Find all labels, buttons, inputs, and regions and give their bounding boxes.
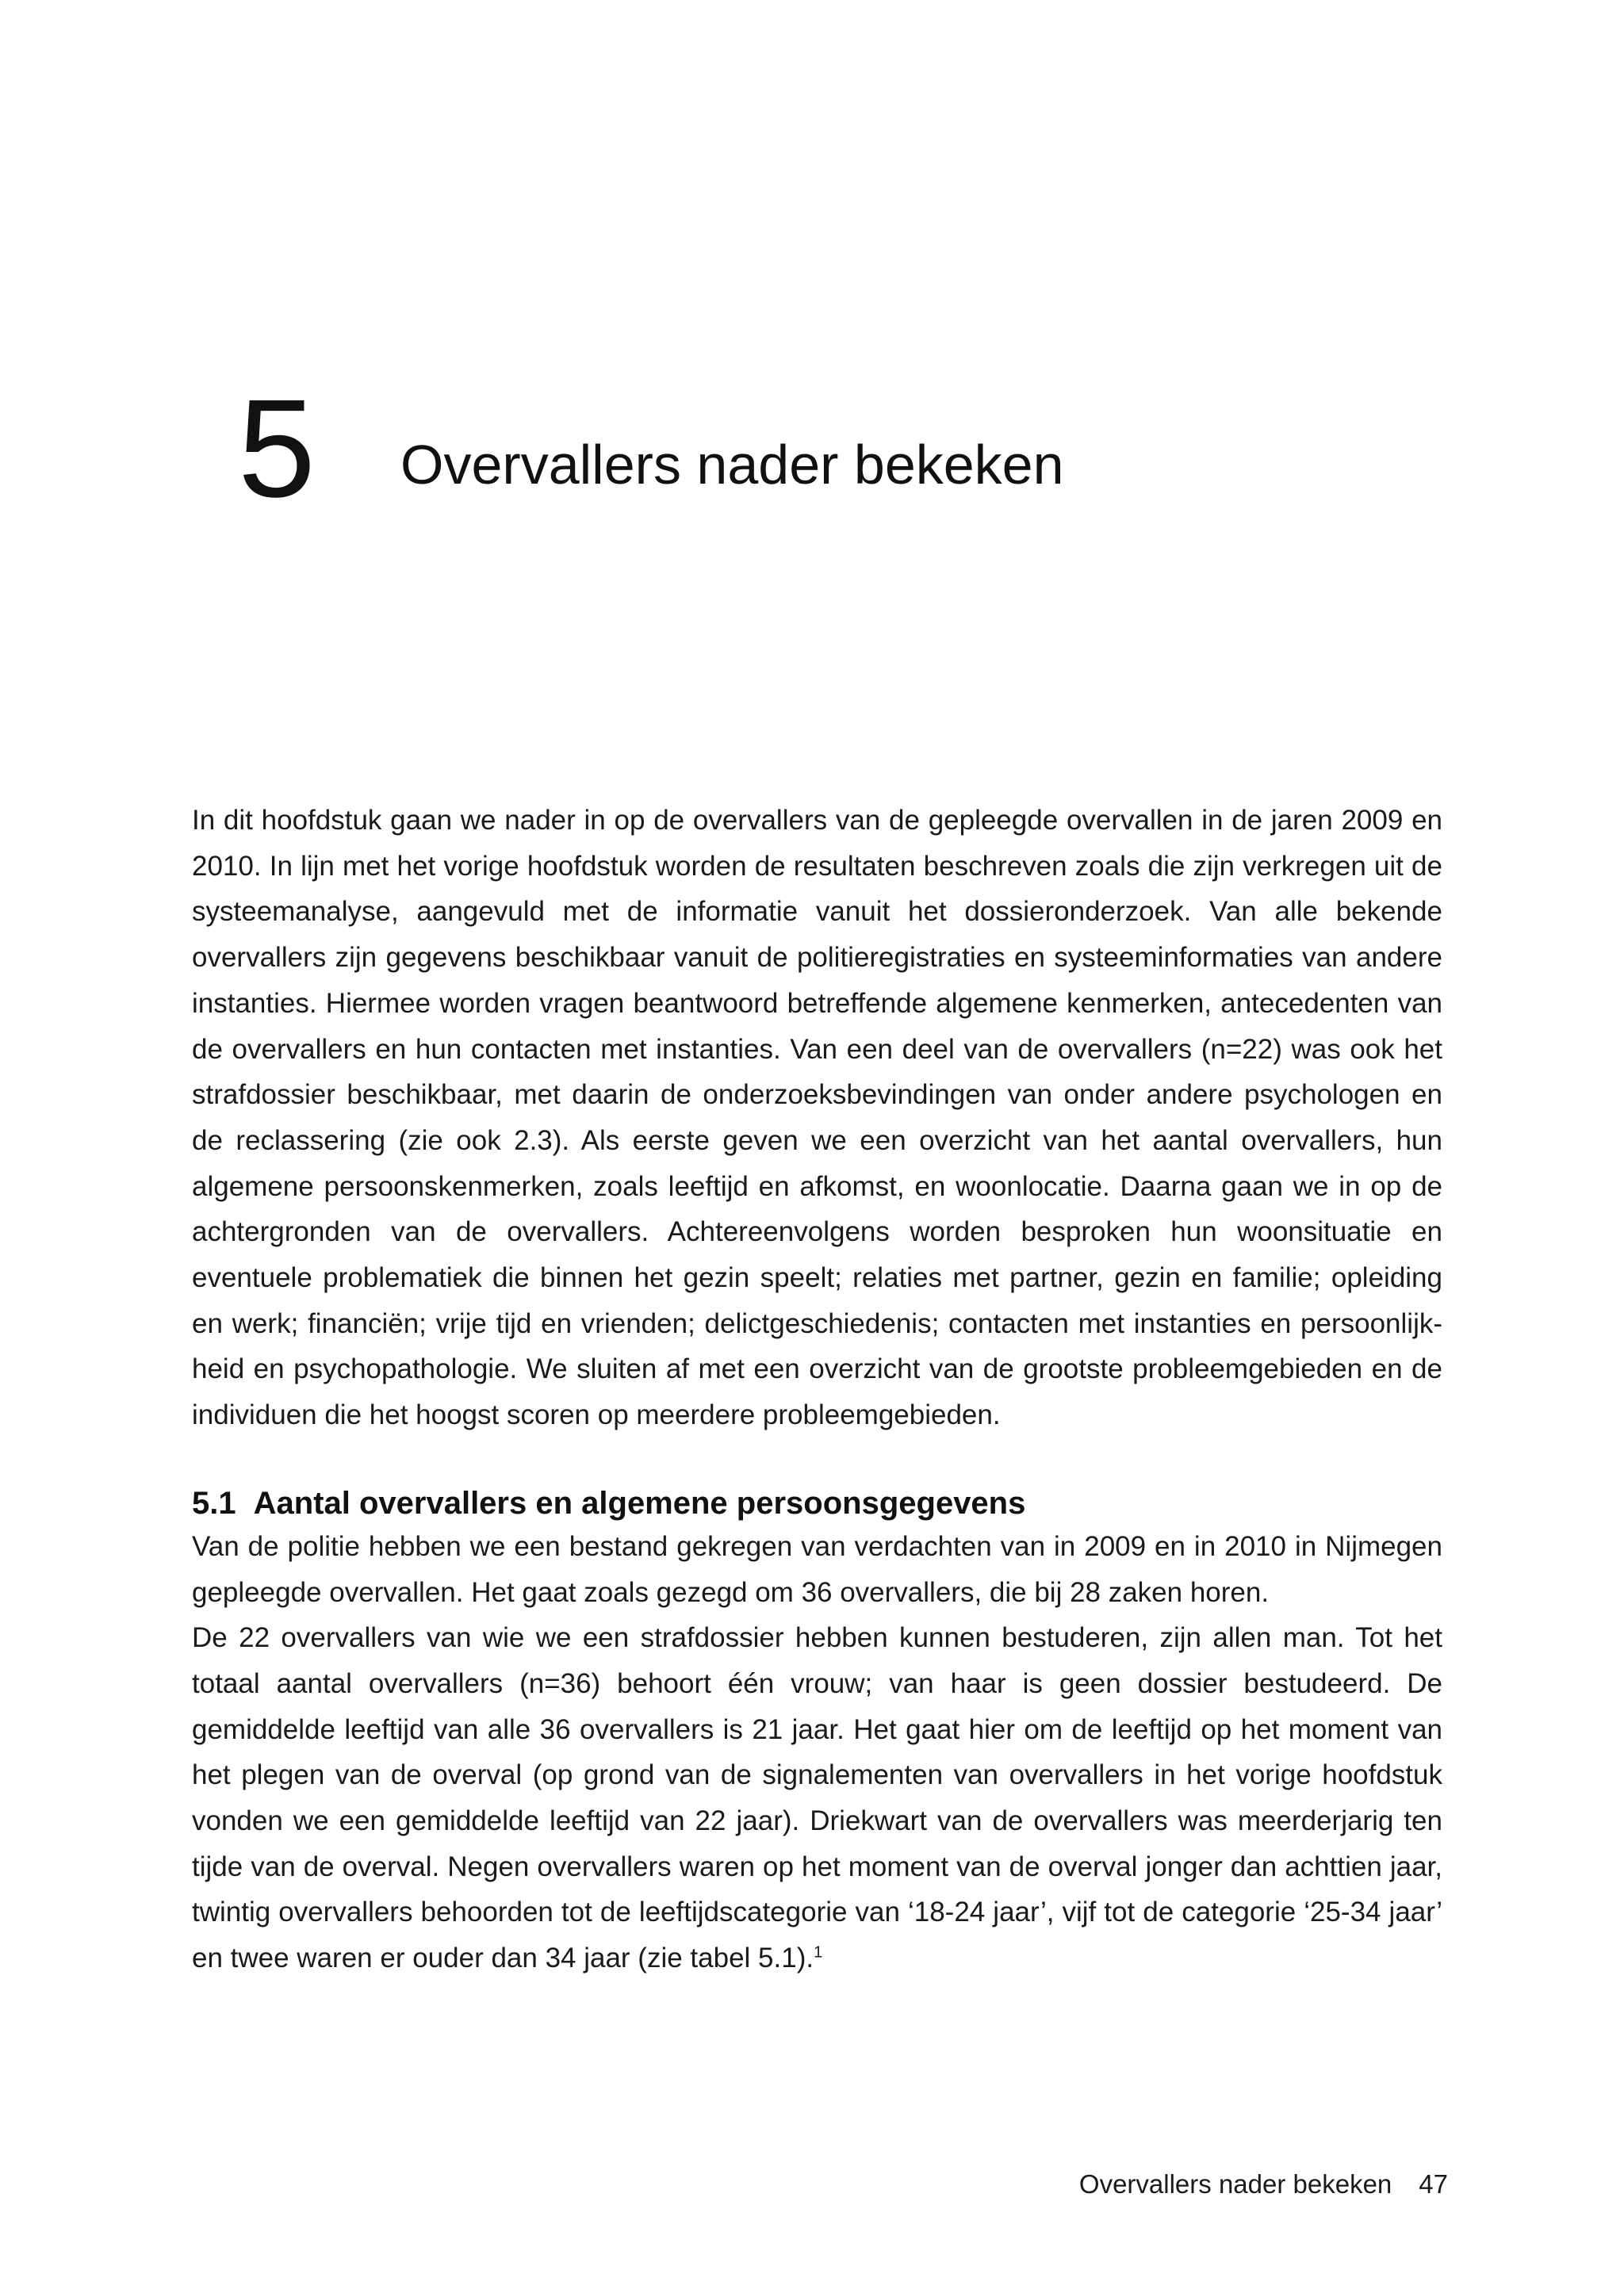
section-paragraph-2-text: De 22 overvallers van wie we een strafdossier hebben kunnen bestuderen, zijn allen man. Tot het totaal aantal overvallers (n=36) behoort één vrouw; van haar is geen dossier bestudeerd. De gemiddelde leeftijd van alle 36 overvallers is 21 jaar. Het gaat hier om de leeftijd op het moment van het plegen van de overval (op grond van de signalementen van overvallers in het vorige hoofdstuk vonden we een gemiddelde leeftijd van 22 jaar). Driekwart van de overvallers was meerderjarig ten tijde van de overval. Negen overvallers waren op het moment van de overval jonger dan achttien jaar, twintig overvallers behoorden tot de leeftijdscategorie van ‘18-24 jaar’, vijf tot de categorie ‘25-34 jaar’ en twee waren er ouder dan 34 jaar (zie tabel 5.1).: [192, 1622, 1442, 1974]
running-title: Overvallers nader bekeken: [1078, 2169, 1392, 2199]
page-footer: [1079, 2171, 1448, 2197]
section-number: 5.1: [192, 1485, 236, 1521]
page-body: [192, 798, 1442, 1981]
section-paragraph-2: [192, 1615, 1442, 1981]
footnote-marker[interactable]: 1: [814, 1943, 823, 1962]
section-heading: [192, 1483, 1442, 1524]
chapter-title: Overvallers nader bekeken: [400, 434, 1064, 496]
chapter-number: 5: [238, 371, 316, 526]
section-paragraph-1: Van de politie hebben we een bestand gekregen van verdachten van in 2009 en in 2010 in Nijmegen gepleegde overvallen. Het gaat zoals gezegd om 36 overvallers, die bij 28 zaken horen.: [192, 1530, 1442, 1608]
intro-paragraph: In dit hoofdstuk gaan we nader in op de overvallers van de gepleegde overvallen in de jaren 2009 en 2010. In lijn met het vorige hoofdstuk worden de resultaten beschreven zoals die zijn verkregen uit de systeemanalyse, aangevuld met de informatie vanuit het dossieronderzoek. Van alle bekende overvallers zijn gegevens beschikbaar vanuit de politieregistraties en systeeminformaties van andere instanties. Hiermee worden vragen beantwoord betreffende algemene kenmerken, antecedenten van de overvallers en hun contacten met instanties. Van een deel van de overvallers (n=22) was ook het strafdossier beschikbaar, met daarin de onderzoeksbevindingen van onder andere psychologen en de reclassering (zie ook 2.3). Als eerste geven we een overzicht van het aantal overvallers, hun algemene persoonskenmerken, zoals leeftijd en afkomst, en woonlocatie. Daarna gaan we in op de achtergronden van de overvallers. Achtereenvolgens worden besproken hun woonsituatie en eventuele problematiek die binnen het gezin speelt; relaties met partner, gezin en familie; opleiding en werk; financiën; vrije tijd en vrienden; delictgeschiedenis; contacten met instanties en persoonlijkheid en psychopathologie. We sluiten af met een overzicht van de grootste probleemgebieden en de individuen die het hoogst scoren op meerdere probleemgebieden.: [192, 805, 1442, 1431]
section-title: Aantal overvallers en algemene persoonsgegevens: [253, 1485, 1026, 1521]
page-number: 47: [1419, 2169, 1448, 2199]
